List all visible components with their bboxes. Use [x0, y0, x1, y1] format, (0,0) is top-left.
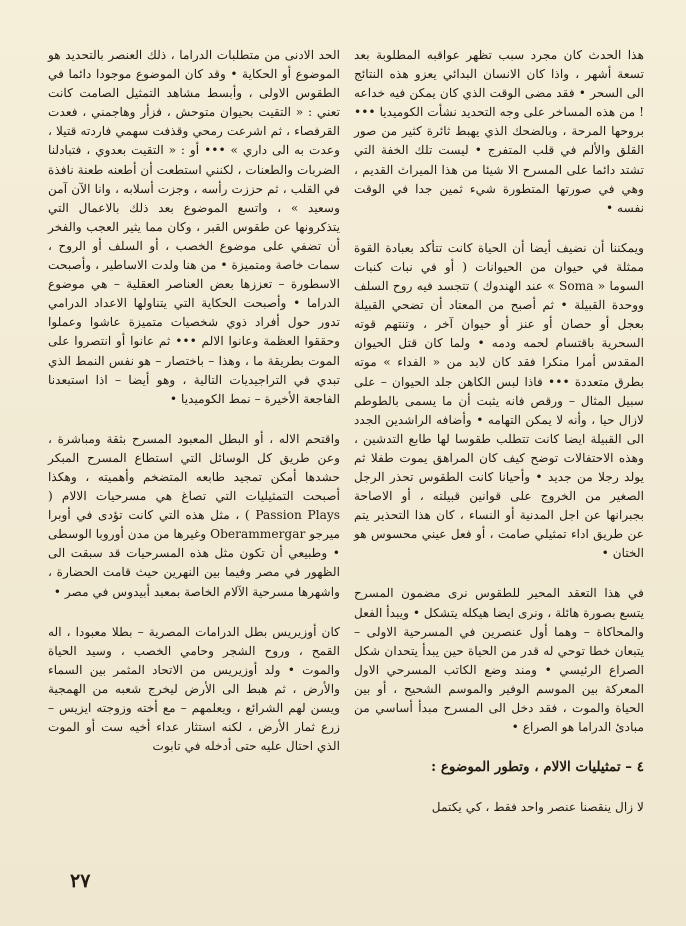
- paragraph: لا زال ينقصنا عنصر واحد فقط ، كي يكتمل: [431, 800, 644, 815]
- left-column: [48, 46, 340, 777]
- paragraph: كان أوزيريس بطل الدرامات المصرية – بطلا معبودا ، اله القمح ، وروح الشجر وحامي الخصب ، وسيد الحياة والموت • ولد أوزيريس من الاتحاد المثمر بين السماء والأرض ، ثم هبط الى الأرض ليخرج شعبه من الهمجية ويسن لهم الشرائع ، ويعلمهم – مع أخته وزوجته ايزيس – زرع ثمار الأرض ، لكنه استثار عداء أخيه ست أو الموت الذي احتال عليه حتى أدخله في تابوت: [48, 624, 340, 754]
- paragraph: هذا الحدث كان مجرد سبب تظهر عواقبه المطلوبة بعد تسعة أشهر ، واذا كان الانسان البدائي يعزو هذه النتائج الى السحر • فقد مضى الوقت الذي كان يمكن فيه خداعه ! من هذه المساخر على وجه التحديد نشأت الكوميديا ••• بروحها المرحة ، وبالضحك الذي يهبط ثائرة كثير من صور القلق والألم في قلب المتفرج • ليست تلك الخفة التي تشتد دائما على المسرح الا شيئا من هذا الميراث القديم ، وهي في صورتها المتطورة شيء ثمين جدا في الوقت نفسه •: [354, 48, 644, 215]
- right-column: [354, 46, 644, 838]
- paragraph: واقتحم الاله ، أو البطل المعبود المسرح بثقة ومباشرة ، وعن طريق كل الوسائل التي استطاع المسرح المبكر حشدها أمكن تمجيد طابعه المتضخم وأهميته ، وهكذا أصبحت التمثيليات التي تصاغ هي مسرحيات الالام ( Passion Plays ) ، مثل هذه التي كانت تؤدى في أوبرا ميرجو Oberammergar وغيرها من مدن أوروبا الوسطى • وطبيعي أن تكون مثل هذه المسرحيات قد سبقت الى الظهور في مصر وفيما بين النهرين حيث قامت الحضارة ، واشهرها مسرحية الآلام الخاصة بمعبد أبيدوس في مصر •: [48, 431, 341, 599]
- page-number: ٢٧: [70, 870, 91, 892]
- paragraph: الحد الادنى من متطلبات الدراما ، ذلك العنصر بالتحديد هو الموضوع أو الحكاية • وقد كان الموضوع موجودا دائما في الطقوس الاولى ، وأبسط مشاهد التمثيل الصامت كانت تعني : « التقيت بحيوان متوحش ، فزأر وهاجمني ، فعدت القرفصاء ، ثم اشرعت رمحي وقذفت سهمي فاردته قتيلا ، وعدت به الى داري » ••• أو : « التقيت بعدوي ، فتبادلنا الضربات والطعنات ، لكنني استطعت أن أطعنه طعنة نافذة في القلب ، ثم حززت رأسه ، وجزت أسلابه ، وانا الآن آمن وسعيد » ، واتسع الموضوع بعد ذلك بالاعمال التي يتذكرونها عن طقوس القبر ، وكان مما يثير العجب والفخر أن تضفي على موضوع الخصب ، أو السلف أو الروح ، سمات خاصة ومتميزة • من هنا ولدت الاساطير ، وأصبحت الاسطورة – تعززها بعض العناصر العقلية – هي موضوع الدراما • وأصبحت الحكاية التي يتناولها الاعداد الدرامي تدور حول أفراد ذوي شخصيات متميزة عاشوا وعملوا وحققوا العظمة وعانوا الالم ••• ثم عانوا أو انتصروا على الموت بطريقة ما ، وهذا – باختصار – هو نفس النمط الذي تبدي في التراجيديات التالية ، وهو أيضا – اذا استبعدنا الفاجعة الأخيرة – نمط الكوميديا •: [48, 48, 340, 406]
- section-heading: ٤ – تمثيليات الالام ، وتطور الموضوع :: [431, 759, 644, 776]
- paragraph: في هذا التعقد المحير للطقوس نرى مضمون المسرح يتسع بصورة هائلة ، ونرى ايضا هيكله يتشكل • ويبدأ الفعل والمحاكاة – وهما أول عنصرين في المسرحية الاولى – يتبعان خطا توحي له قدر من الحياة حين يبدأ يتحدان شكل الصراع الرئيسي • ومند وضع الكاتب المسرحي الاول المعركة بين الموسم الوفير والموسم الشحيح ، أو بين الحياة والموت ، فقد دخل الى المسرح مبدأ أساسي من مبادئ الدراما هو الصراع •: [354, 586, 644, 735]
- paragraph: ويمكننا أن نضيف أيضا أن الحياة كانت تتأكد بعبادة القوة ممثلة في حيوان من الحيوانات ( أو في نبات كنبات السوما « Soma » عند الهندوك ) تتجسد فيه روح السلف ووحدة القبيلة • ثم أصبح من المعتاد أن تضحي القبيلة بعجل أو حصان أو عنز أو حيوان آخر ، وتنتهم قوته السحرية باقتسام لحمه ودمه • ولما كان قتل الحيوان المقدس أمرا منكرا فقد كان لابد من « الفداء » موته بطرق متعددة ••• فاذا لبس الكاهن جلد الحيوان – على سبيل المثال – ورقص فانه يثبت أن ما يسمى بالطوطم لازال حيا ، وأنه لا يمكن التهامه • وأضافه الراشدين الجدد الى القبيلة ايضا كانت تتطلب طقوسا لها طابع التدشين ، وهذه الاحتفالات توضح كيف كان المراهق يموت طفلا ثم يولد رجلا من جديد • وأحيانا كانت الطقوس تحذر الرجل الصغير من الخروج على قوانين قبيلته ، أو الاصاحة بجبرانها عن اجل المدنية أو النساء ، كان هذا التحذير يتم عن طريق اداء تمثيلي صامت ، أو فعل عيني محسوس هو الختان •: [354, 240, 644, 561]
